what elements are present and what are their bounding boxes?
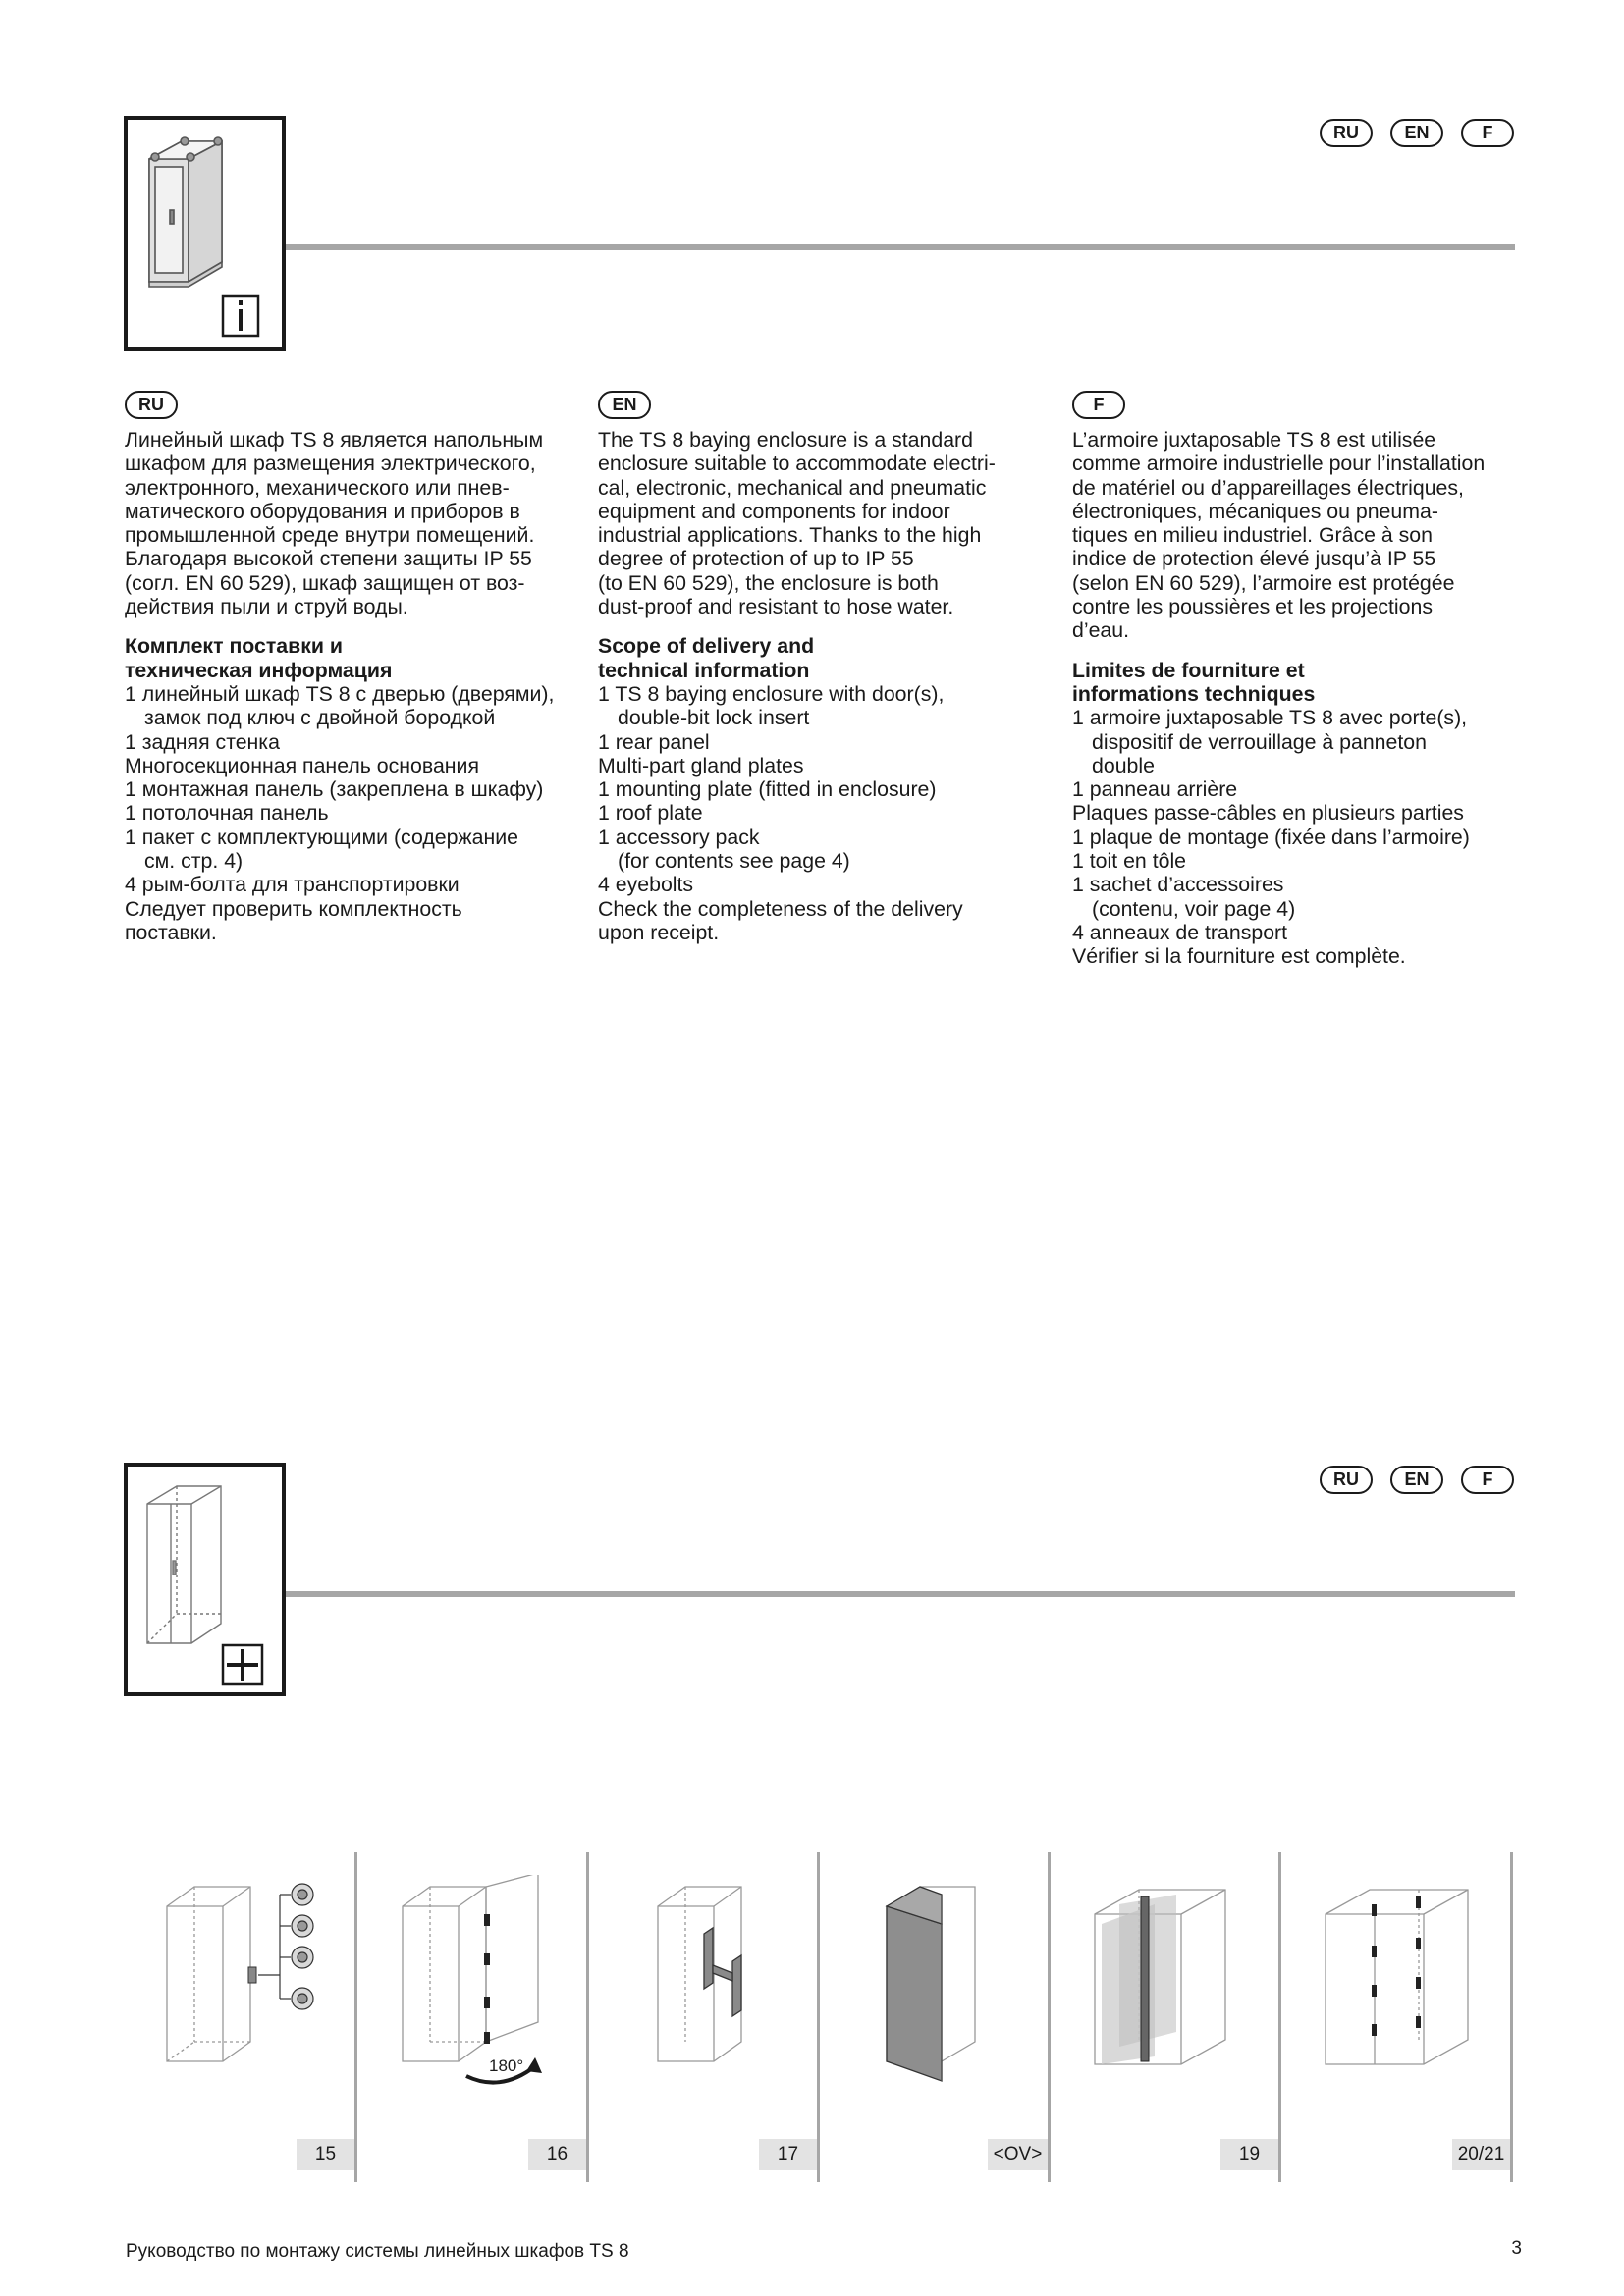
- rotation-label: 180°: [489, 2056, 524, 2075]
- text-line: de matériel ou d’appareillages électriques,: [1072, 475, 1464, 500]
- text-column-ru: [125, 391, 578, 944]
- text-line: промышленной среде внутри помещений.: [125, 523, 535, 548]
- enclosure-illustration-icon: [128, 120, 282, 347]
- text-line: comme armoire industrielle pour l’installation: [1072, 452, 1486, 476]
- enclosure-info-icon-box: [124, 116, 286, 351]
- text-line: contre les poussières et les projections: [1072, 595, 1433, 619]
- text-line: d’eau.: [1072, 618, 1130, 643]
- step-divider-4: [1048, 1852, 1051, 2182]
- step-20-21-illustration: [1321, 1875, 1478, 2101]
- text-line: equipment and components for indoor: [598, 499, 950, 523]
- text-column-fr: [1072, 391, 1526, 969]
- text-line: Комплект поставки и: [125, 634, 344, 659]
- step-label-15: 15: [297, 2139, 354, 2170]
- delivery-item: 1 panneau arrière: [1072, 777, 1238, 802]
- text-line: Scope of delivery and: [598, 634, 815, 659]
- text-line: электронного, механического или пнев-: [125, 475, 510, 500]
- delivery-item: 1 линейный шкаф TS 8 с дверью (дверями),: [125, 681, 555, 706]
- text-line: (selon EN 60 529), l’armoire est protégée: [1072, 570, 1455, 595]
- text-line: техническая информация: [125, 658, 393, 682]
- delivery-item: Vérifier si la fourniture est complète.: [1072, 944, 1406, 969]
- text-line: Limites de fourniture et: [1072, 658, 1305, 682]
- lang-badge-ru-middle: RU: [1320, 1466, 1373, 1494]
- step-label-20-21: 20/21: [1452, 2139, 1510, 2170]
- delivery-item: 4 рым-болта для транспортировки: [125, 873, 460, 897]
- delivery-list-en: [598, 682, 1052, 944]
- text-line: (to EN 60 529), the enclosure is both: [598, 570, 939, 595]
- section-rule-top: [286, 244, 1515, 250]
- delivery-item: double: [1092, 753, 1155, 777]
- delivery-item: Многосекционная панель основания: [125, 753, 479, 777]
- delivery-item: 1 toit en tôle: [1072, 849, 1187, 874]
- text-line: (согл. EN 60 529), шкаф защищен от воз-: [125, 570, 525, 595]
- text-line: Линейный шкаф TS 8 является напольным: [125, 428, 544, 452]
- delivery-item: 1 armoire juxtaposable TS 8 avec porte(s),: [1072, 706, 1468, 730]
- delivery-item: 1 потолочная панель: [125, 801, 329, 826]
- lang-badge-f: F: [1072, 391, 1125, 419]
- lang-badge-en-top: EN: [1390, 119, 1443, 147]
- delivery-item: 1 rear panel: [598, 729, 710, 754]
- text-line: действия пыли и струй воды.: [125, 595, 408, 619]
- enclosure-assembly-icon-box: [124, 1463, 286, 1696]
- delivery-item: 1 монтажная панель (закреплена в шкафу): [125, 777, 544, 802]
- text-line: шкафом для размещения электрического,: [125, 452, 536, 476]
- delivery-item: замок под ключ с двойной бородкой: [144, 706, 496, 730]
- step-label-17: 17: [759, 2139, 817, 2170]
- step-ov-illustration: [877, 1875, 995, 2101]
- text-line: informations techniques: [1072, 681, 1316, 706]
- delivery-list-fr: [1072, 706, 1526, 968]
- text-line: L’armoire juxtaposable TS 8 est utilisée: [1072, 428, 1436, 452]
- text-column-en: [598, 391, 1052, 944]
- lang-badge-ru: RU: [125, 391, 178, 419]
- step-divider-5: [1278, 1852, 1281, 2182]
- text-line: électroniques, mécaniques ou pneuma-: [1072, 499, 1438, 523]
- delivery-item: upon receipt.: [598, 920, 720, 944]
- text-line: cal, electronic, mechanical and pneumatic: [598, 475, 987, 500]
- delivery-item: dispositif de verrouillage à panneton: [1092, 729, 1427, 754]
- delivery-item: Check the completeness of the delivery: [598, 896, 963, 921]
- step-15-illustration: [157, 1875, 324, 2101]
- text-line: degree of protection of up to IP 55: [598, 547, 914, 571]
- text-line: dust-proof and resistant to hose water.: [598, 595, 954, 619]
- intro-paragraph-fr: [1072, 428, 1526, 643]
- delivery-item: 1 mounting plate (fitted in enclosure): [598, 777, 937, 802]
- intro-paragraph-ru: [125, 428, 578, 618]
- lang-badge-f-top: F: [1461, 119, 1514, 147]
- step-label-ov: <OV>: [988, 2139, 1048, 2170]
- text-line: technical information: [598, 658, 810, 682]
- step-label-19: 19: [1220, 2139, 1278, 2170]
- delivery-item: 1 accessory pack: [598, 825, 760, 849]
- text-line: enclosure suitable to accommodate electri-: [598, 452, 996, 476]
- delivery-item: 4 eyebolts: [598, 873, 694, 897]
- step-divider-1: [354, 1852, 357, 2182]
- delivery-item: (contenu, voir page 4): [1092, 896, 1296, 921]
- heading-ru: [125, 634, 578, 682]
- text-line: tiques en milieu industriel. Grâce à son: [1072, 523, 1433, 548]
- delivery-item: Plaques passe-câbles en plusieurs parties: [1072, 801, 1464, 826]
- delivery-list-ru: [125, 682, 578, 944]
- text-line: Благодаря высокой степени защиты IP 55: [125, 547, 532, 571]
- text-line: industrial applications. Thanks to the high: [598, 523, 982, 548]
- step-16-illustration: [393, 1875, 560, 2101]
- delivery-item: 1 TS 8 baying enclosure with door(s),: [598, 681, 945, 706]
- delivery-item: double-bit lock insert: [618, 706, 810, 730]
- intro-paragraph-en: [598, 428, 1052, 618]
- text-line: indice de protection élevé jusqu’à IP 55: [1072, 547, 1436, 571]
- delivery-item: 1 задняя стенка: [125, 729, 280, 754]
- lang-badge-f-middle: F: [1461, 1466, 1514, 1494]
- heading-en: [598, 634, 1052, 682]
- lang-badge-ru-top: RU: [1320, 119, 1373, 147]
- step-divider-6: [1510, 1852, 1513, 2182]
- text-line: The TS 8 baying enclosure is a standard: [598, 428, 973, 452]
- text-line: матического оборудования и приборов в: [125, 499, 520, 523]
- footer-title: Руководство по монтажу системы линейных шкафов TS 8: [126, 2241, 629, 2262]
- step-19-illustration: [1090, 1875, 1237, 2101]
- delivery-item: Следует проверить комплектность: [125, 896, 462, 921]
- lang-badge-en-middle: EN: [1390, 1466, 1443, 1494]
- delivery-item: 1 sachet d’accessoires: [1072, 873, 1284, 897]
- delivery-item: 1 plaque de montage (fixée dans l’armoire): [1072, 825, 1470, 849]
- step-divider-3: [817, 1852, 820, 2182]
- step-17-illustration: [648, 1875, 785, 2101]
- step-label-16: 16: [528, 2139, 586, 2170]
- delivery-item: поставки.: [125, 920, 217, 944]
- enclosure-outline-icon: [128, 1467, 282, 1692]
- step-divider-2: [586, 1852, 589, 2182]
- delivery-item: (for contents see page 4): [618, 849, 850, 874]
- delivery-item: 1 пакет с комплектующими (содержание: [125, 825, 519, 849]
- delivery-item: 1 roof plate: [598, 801, 703, 826]
- page-number: 3: [1511, 2238, 1522, 2259]
- delivery-item: 4 anneaux de transport: [1072, 920, 1288, 944]
- lang-badge-en: EN: [598, 391, 651, 419]
- heading-fr: [1072, 659, 1526, 707]
- delivery-item: см. стр. 4): [144, 849, 244, 874]
- section-rule-middle: [286, 1591, 1515, 1597]
- delivery-item: Multi-part gland plates: [598, 753, 804, 777]
